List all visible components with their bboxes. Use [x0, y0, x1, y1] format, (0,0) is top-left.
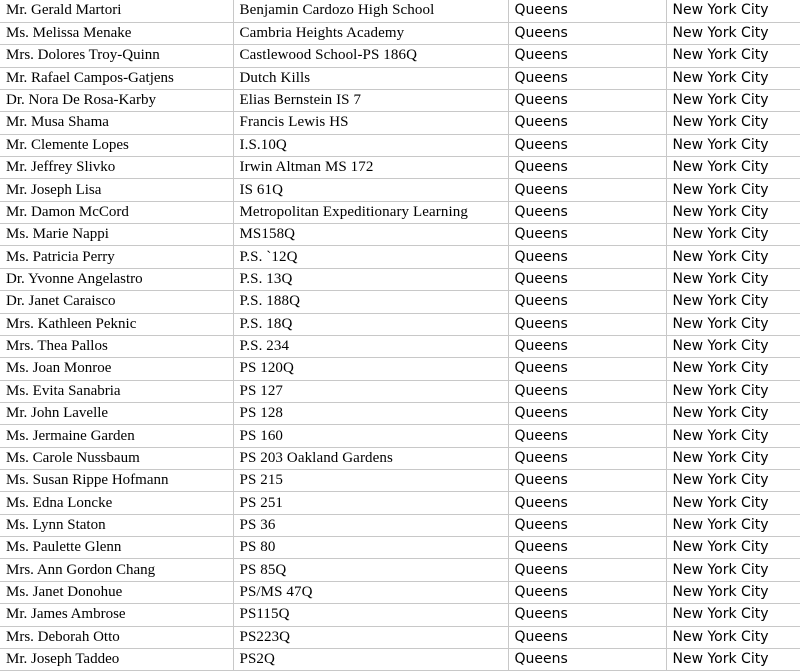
contact-name-cell[interactable]: Mr. Gerald Martori	[0, 0, 233, 22]
school-name-cell[interactable]: PS115Q	[233, 604, 508, 626]
school-name-cell[interactable]: PS223Q	[233, 626, 508, 648]
city-cell[interactable]: New York City	[666, 626, 800, 648]
table-row	[0, 89, 800, 111]
city-cell[interactable]: New York City	[666, 157, 800, 179]
table-row	[0, 559, 800, 581]
school-name-cell[interactable]: PS 215	[233, 470, 508, 492]
school-name-cell[interactable]: Cambria Heights Academy	[233, 22, 508, 44]
school-name-cell[interactable]: Elias Bernstein IS 7	[233, 89, 508, 111]
borough-cell[interactable]: Queens	[508, 537, 666, 559]
contact-name-cell[interactable]: Ms. Jermaine Garden	[0, 425, 233, 447]
borough-cell[interactable]: Queens	[508, 89, 666, 111]
borough-cell[interactable]: Queens	[508, 246, 666, 268]
city-cell[interactable]: New York City	[666, 559, 800, 581]
table-row	[0, 470, 800, 492]
city-cell[interactable]: New York City	[666, 425, 800, 447]
contact-name-cell[interactable]: Mrs. Ann Gordon Chang	[0, 559, 233, 581]
contact-name-cell[interactable]: Mrs. Dolores Troy-Quinn	[0, 45, 233, 67]
table-row	[0, 335, 800, 357]
contact-name-cell[interactable]: Ms. Paulette Glenn	[0, 537, 233, 559]
borough-cell[interactable]: Queens	[508, 112, 666, 134]
contact-name-cell[interactable]: Mr. James Ambrose	[0, 604, 233, 626]
school-name-cell[interactable]: PS 127	[233, 380, 508, 402]
contact-name-cell[interactable]: Ms. Melissa Menake	[0, 22, 233, 44]
city-cell[interactable]: New York City	[666, 492, 800, 514]
school-name-cell[interactable]: PS 160	[233, 425, 508, 447]
borough-cell[interactable]: Queens	[508, 313, 666, 335]
table-row	[0, 22, 800, 44]
contact-name-cell[interactable]: Mrs. Thea Pallos	[0, 335, 233, 357]
school-name-cell[interactable]: PS 251	[233, 492, 508, 514]
city-cell[interactable]: New York City	[666, 67, 800, 89]
city-cell[interactable]: New York City	[666, 0, 800, 22]
city-cell[interactable]: New York City	[666, 447, 800, 469]
school-name-cell[interactable]: Irwin Altman MS 172	[233, 157, 508, 179]
contact-name-cell[interactable]: Mr. John Lavelle	[0, 402, 233, 424]
city-cell[interactable]: New York City	[666, 45, 800, 67]
contact-name-cell[interactable]: Dr. Janet Caraisco	[0, 291, 233, 313]
school-name-cell[interactable]: I.S.10Q	[233, 134, 508, 156]
school-name-cell[interactable]: IS 61Q	[233, 179, 508, 201]
school-name-cell[interactable]: MS158Q	[233, 224, 508, 246]
table-row	[0, 447, 800, 469]
borough-cell[interactable]: Queens	[508, 0, 666, 22]
table-row	[0, 358, 800, 380]
table-row	[0, 157, 800, 179]
school-name-cell[interactable]: PS 36	[233, 514, 508, 536]
borough-cell[interactable]: Queens	[508, 447, 666, 469]
table-row	[0, 380, 800, 402]
school-name-cell[interactable]: PS 128	[233, 402, 508, 424]
contact-name-cell[interactable]: Ms. Susan Rippe Hofmann	[0, 470, 233, 492]
borough-cell[interactable]: Queens	[508, 335, 666, 357]
school-name-cell[interactable]: Francis Lewis HS	[233, 112, 508, 134]
school-name-cell[interactable]: Benjamin Cardozo High School	[233, 0, 508, 22]
borough-cell[interactable]: Queens	[508, 604, 666, 626]
city-cell[interactable]: New York City	[666, 402, 800, 424]
borough-cell[interactable]: Queens	[508, 626, 666, 648]
city-cell[interactable]: New York City	[666, 224, 800, 246]
borough-cell[interactable]: Queens	[508, 157, 666, 179]
city-cell[interactable]: New York City	[666, 134, 800, 156]
table-row	[0, 626, 800, 648]
city-cell[interactable]: New York City	[666, 380, 800, 402]
table-row	[0, 604, 800, 626]
table-row	[0, 268, 800, 290]
city-cell[interactable]: New York City	[666, 201, 800, 223]
city-cell[interactable]: New York City	[666, 470, 800, 492]
contact-name-cell[interactable]: Mr. Joseph Lisa	[0, 179, 233, 201]
city-cell[interactable]: New York City	[666, 246, 800, 268]
city-cell[interactable]: New York City	[666, 291, 800, 313]
borough-cell[interactable]: Queens	[508, 291, 666, 313]
school-name-cell[interactable]: Castlewood School-PS 186Q	[233, 45, 508, 67]
borough-cell[interactable]: Queens	[508, 581, 666, 603]
contact-name-cell[interactable]: Mrs. Deborah Otto	[0, 626, 233, 648]
contact-name-cell[interactable]: Ms. Janet Donohue	[0, 581, 233, 603]
table-row	[0, 581, 800, 603]
city-cell[interactable]: New York City	[666, 179, 800, 201]
city-cell[interactable]: New York City	[666, 112, 800, 134]
school-name-cell[interactable]: P.S. 18Q	[233, 313, 508, 335]
table-row	[0, 0, 800, 22]
borough-cell[interactable]: Queens	[508, 402, 666, 424]
city-cell[interactable]: New York City	[666, 22, 800, 44]
contact-name-cell[interactable]: Mr. Clemente Lopes	[0, 134, 233, 156]
borough-cell[interactable]: Queens	[508, 425, 666, 447]
table-row	[0, 67, 800, 89]
borough-cell[interactable]: Queens	[508, 67, 666, 89]
borough-cell[interactable]: Queens	[508, 648, 666, 670]
school-name-cell[interactable]: PS 80	[233, 537, 508, 559]
school-name-cell[interactable]: P.S. 13Q	[233, 268, 508, 290]
table-row	[0, 134, 800, 156]
contact-name-cell[interactable]: Mr. Jeffrey Slivko	[0, 157, 233, 179]
borough-cell[interactable]: Queens	[508, 224, 666, 246]
school-name-cell[interactable]: P.S. 234	[233, 335, 508, 357]
city-cell[interactable]: New York City	[666, 581, 800, 603]
table-row	[0, 425, 800, 447]
school-name-cell[interactable]: Dutch Kills	[233, 67, 508, 89]
city-cell[interactable]: New York City	[666, 648, 800, 670]
table-row	[0, 291, 800, 313]
table-row	[0, 537, 800, 559]
borough-cell[interactable]: Queens	[508, 22, 666, 44]
contact-name-cell[interactable]: Dr. Nora De Rosa-Karby	[0, 89, 233, 111]
contact-name-cell[interactable]: Ms. Lynn Staton	[0, 514, 233, 536]
contact-name-cell[interactable]: Ms. Carole Nussbaum	[0, 447, 233, 469]
table-row	[0, 492, 800, 514]
table-row	[0, 648, 800, 670]
borough-cell[interactable]: Queens	[508, 45, 666, 67]
school-name-cell[interactable]: Metropolitan Expeditionary Learning	[233, 201, 508, 223]
borough-cell[interactable]: Queens	[508, 380, 666, 402]
school-name-cell[interactable]: PS 120Q	[233, 358, 508, 380]
school-name-cell[interactable]: P.S. 188Q	[233, 291, 508, 313]
city-cell[interactable]: New York City	[666, 514, 800, 536]
contact-name-cell[interactable]: Mr. Damon McCord	[0, 201, 233, 223]
contact-name-cell[interactable]: Ms. Edna Loncke	[0, 492, 233, 514]
school-name-cell[interactable]: PS 203 Oakland Gardens	[233, 447, 508, 469]
contact-name-cell[interactable]: Mrs. Kathleen Peknic	[0, 313, 233, 335]
contact-name-cell[interactable]: Ms. Patricia Perry	[0, 246, 233, 268]
city-cell[interactable]: New York City	[666, 604, 800, 626]
school-name-cell[interactable]: PS/MS 47Q	[233, 581, 508, 603]
borough-cell[interactable]: Queens	[508, 134, 666, 156]
contact-name-cell[interactable]: Ms. Marie Nappi	[0, 224, 233, 246]
table-row	[0, 514, 800, 536]
borough-cell[interactable]: Queens	[508, 179, 666, 201]
school-name-cell[interactable]: PS2Q	[233, 648, 508, 670]
city-cell[interactable]: New York City	[666, 268, 800, 290]
school-name-cell[interactable]: PS 85Q	[233, 559, 508, 581]
city-cell[interactable]: New York City	[666, 89, 800, 111]
city-cell[interactable]: New York City	[666, 358, 800, 380]
contact-name-cell[interactable]: Ms. Joan Monroe	[0, 358, 233, 380]
school-name-cell[interactable]: P.S. `12Q	[233, 246, 508, 268]
borough-cell[interactable]: Queens	[508, 492, 666, 514]
contact-name-cell[interactable]: Mr. Rafael Campos-Gatjens	[0, 67, 233, 89]
borough-cell[interactable]: Queens	[508, 470, 666, 492]
table-row	[0, 201, 800, 223]
city-cell[interactable]: New York City	[666, 313, 800, 335]
contact-name-cell[interactable]: Ms. Evita Sanabria	[0, 380, 233, 402]
borough-cell[interactable]: Queens	[508, 559, 666, 581]
table-row	[0, 179, 800, 201]
table-row	[0, 246, 800, 268]
table-row	[0, 313, 800, 335]
table-row	[0, 45, 800, 67]
table-row	[0, 112, 800, 134]
contact-name-cell[interactable]: Mr. Musa Shama	[0, 112, 233, 134]
city-cell[interactable]: New York City	[666, 537, 800, 559]
table-row	[0, 402, 800, 424]
borough-cell[interactable]: Queens	[508, 358, 666, 380]
table-row	[0, 224, 800, 246]
borough-cell[interactable]: Queens	[508, 268, 666, 290]
borough-cell[interactable]: Queens	[508, 201, 666, 223]
contact-name-cell[interactable]: Dr. Yvonne Angelastro	[0, 268, 233, 290]
contact-name-cell[interactable]: Mr. Joseph Taddeo	[0, 648, 233, 670]
city-cell[interactable]: New York City	[666, 335, 800, 357]
borough-cell[interactable]: Queens	[508, 514, 666, 536]
